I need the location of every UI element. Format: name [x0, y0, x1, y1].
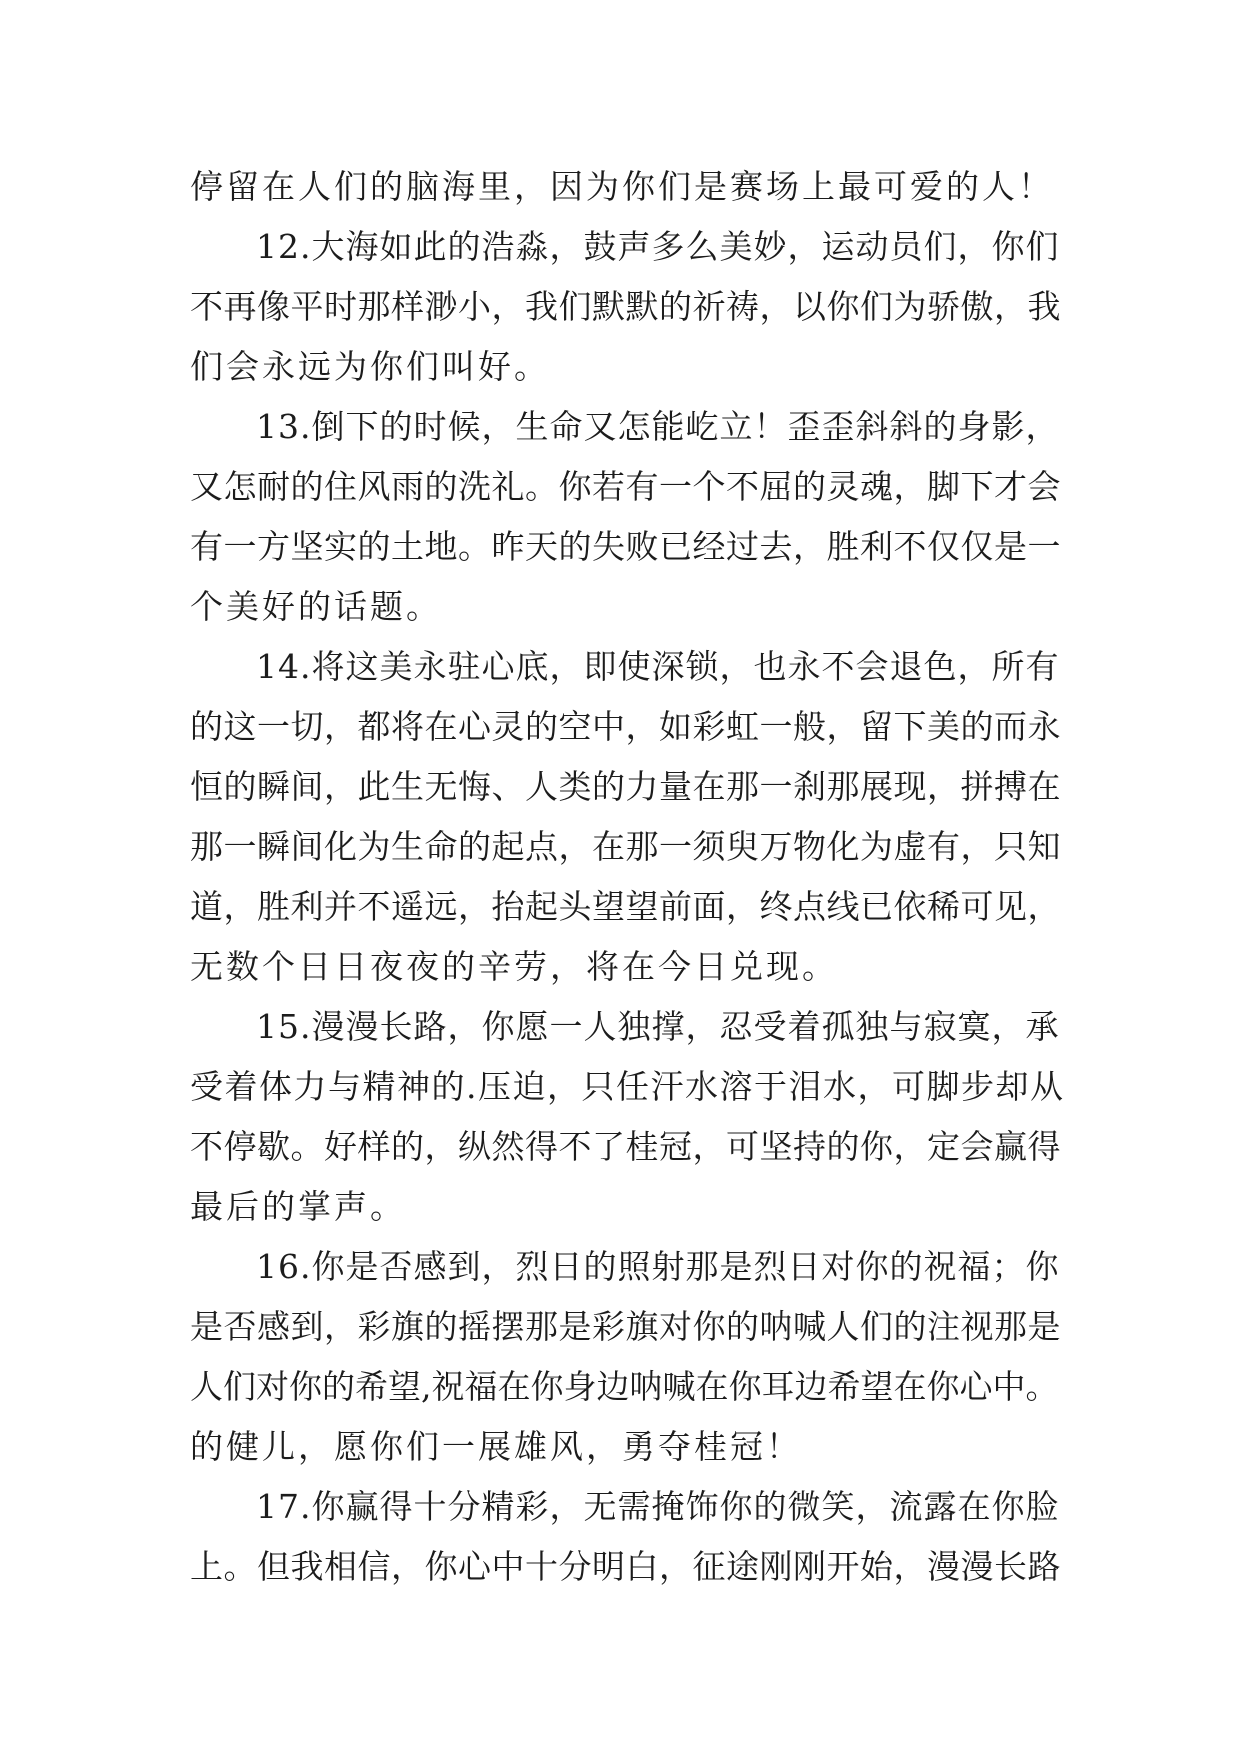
text-line: 15.漫漫长路，你愿一人独撑，忍受着孤独与寂寞，承 — [256, 1007, 1060, 1046]
document-body — [190, 157, 1070, 1597]
text-line: 12.大海如此的浩淼，鼓声多么美妙，运动员们，你们 — [256, 227, 1060, 266]
text-line: 17.你赢得十分精彩，无需掩饰你的微笑，流露在你脸 — [256, 1487, 1060, 1526]
text-line: 人们对你的希望,祝福在你身边呐喊在你耳边希望在你心中。 — [190, 1367, 1059, 1406]
text-line: 恒的瞬间，此生无悔、人类的力量在那一刹那展现，拼搏在 — [190, 767, 1061, 806]
paragraph-15 — [190, 997, 1070, 1237]
paragraph-14 — [190, 637, 1070, 997]
text-line: 那一瞬间化为生命的起点，在那一须臾万物化为虚有，只知 — [190, 827, 1061, 866]
text-line: 13.倒下的时候，生命又怎能屹立！歪歪斜斜的身影， — [256, 407, 1060, 446]
text-line: 道，胜利并不遥远，抬起头望望前面，终点线已依稀可见， — [190, 887, 1061, 926]
text-line: 最后的掌声。 — [190, 1187, 406, 1226]
text-line: 的健儿，愿你们一展雄风，勇夺桂冠！ — [190, 1427, 802, 1466]
text-line: 停留在人们的脑海里，因为你们是赛场上最可爱的人！ — [190, 167, 1054, 206]
text-line: 的这一切，都将在心灵的空中，如彩虹一般，留下美的而永 — [190, 707, 1061, 746]
text-line: 上。但我相信，你心中十分明白，征途刚刚开始，漫漫长路 — [190, 1547, 1061, 1586]
paragraph-17 — [190, 1477, 1070, 1597]
text-line: 又怎耐的住风雨的洗礼。你若有一个不屈的灵魂，脚下才会 — [190, 467, 1061, 506]
text-line: 14.将这美永驻心底，即使深锁，也永不会退色，所有 — [256, 647, 1060, 686]
paragraph-12 — [190, 217, 1070, 397]
text-line: 16.你是否感到，烈日的照射那是烈日对你的祝福；你 — [256, 1247, 1060, 1286]
text-line: 受着体力与精神的.压迫，只任汗水溶于泪水，可脚步却从 — [190, 1067, 1065, 1106]
text-line: 们会永远为你们叫好。 — [190, 347, 550, 386]
paragraph-16 — [190, 1237, 1070, 1477]
text-line: 不停歇。好样的，纵然得不了桂冠，可坚持的你，定会赢得 — [190, 1127, 1061, 1166]
text-line: 不再像平时那样渺小，我们默默的祈祷，以你们为骄傲，我 — [190, 287, 1061, 326]
paragraph-13 — [190, 397, 1070, 637]
text-line: 个美好的话题。 — [190, 587, 442, 626]
text-line: 有一方坚实的土地。昨天的失败已经过去，胜利不仅仅是一 — [190, 527, 1061, 566]
text-line: 是否感到，彩旗的摇摆那是彩旗对你的呐喊人们的注视那是 — [190, 1307, 1061, 1346]
text-line: 无数个日日夜夜的辛劳，将在今日兑现。 — [190, 947, 838, 986]
paragraph-continued — [190, 157, 1070, 217]
